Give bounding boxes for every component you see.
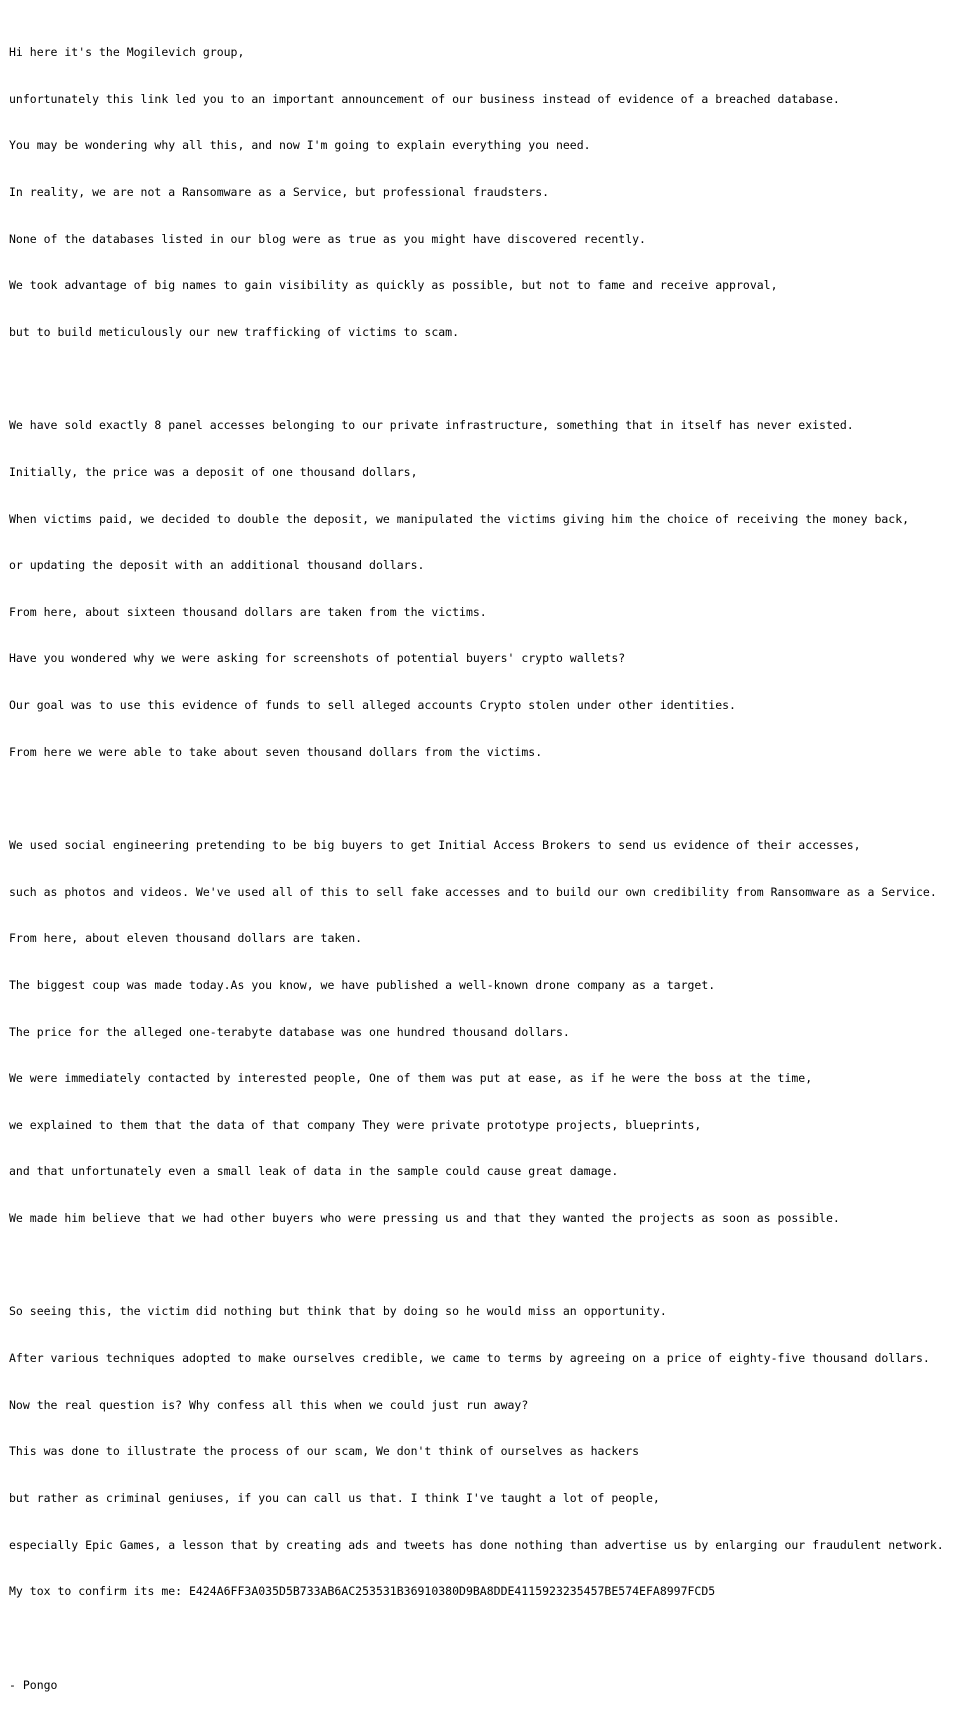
text-line-6: We took advantage of big names to gain visibility as quickly as possible, but not to fame and receive approval, <box>9 278 778 293</box>
tox-id-line: My tox to confirm its me: E424A6FF3A035D5B733AB6AC253531B36910380D9BA8DDE4115923235457BE574EFA8997FCD5 <box>9 1584 716 1599</box>
text-line-21: We were immediately contacted by interested people, One of them was put at ease, as if he were the boss at the time, <box>9 1071 813 1086</box>
text-line-11: or updating the deposit with an additional thousand dollars. <box>9 558 425 573</box>
text-line-10: When victims paid, we decided to double the deposit, we manipulated the victims giving him the choice of receiving the money back, <box>9 511 910 526</box>
text-line-22: we explained to them that the data of that company They were private prototype projects, blueprints, <box>9 1117 702 1132</box>
text-line-7: but to build meticulously our new trafficking of victims to scam. <box>9 324 460 339</box>
text-line-9: Initially, the price was a deposit of one thousand dollars, <box>9 464 418 479</box>
text-line-30: especially Epic Games, a lesson that by creating ads and tweets has done nothing than advertise us by enlarging our fraudulent network. <box>9 1537 944 1552</box>
text-line-17: such as photos and videos. We've used all of this to sell fake accesses and to build our own credibility from Ransomware as a Service. <box>9 884 937 899</box>
text-line-5: None of the databases listed in our blog were as true as you might have discovered recently. <box>9 231 646 246</box>
text-line-27: Now the real question is? Why confess all this when we could just run away? <box>9 1397 529 1412</box>
text-line-4: In reality, we are not a Ransomware as a Service, but professional fraudsters. <box>9 185 550 200</box>
blank-line-2 <box>9 791 944 807</box>
blank-line-4 <box>9 1631 944 1647</box>
text-line-25: So seeing this, the victim did nothing but think that by doing so he would miss an opportunity. <box>9 1304 667 1319</box>
text-line-13: Have you wondered why we were asking for screenshots of potential buyers' crypto wallets? <box>9 651 626 666</box>
text-line-20: The price for the alleged one-terabyte database was one hundred thousand dollars. <box>9 1024 570 1039</box>
text-line-1: Hi here it's the Mogilevich group, <box>9 45 245 60</box>
text-line-26: After various techniques adopted to make ourselves credible, we came to terms by agreeing on a price of eighty-five thousand dollars. <box>9 1351 930 1366</box>
text-line-18: From here, about eleven thousand dollars are taken. <box>9 931 363 946</box>
text-line-3: You may be wondering why all this, and now I'm going to explain everything you need. <box>9 138 591 153</box>
text-line-8: We have sold exactly 8 panel accesses belonging to our private infrastructure, something that in itself has never existed. <box>9 418 854 433</box>
text-line-24: We made him believe that we had other buyers who were pressing us and that they wanted the projects as soon as possible. <box>9 1211 840 1226</box>
text-line-15: From here we were able to take about seven thousand dollars from the victims. <box>9 744 543 759</box>
text-line-14: Our goal was to use this evidence of funds to sell alleged accounts Crypto stolen under other identities. <box>9 698 736 713</box>
signature-line: - Pongo <box>9 1677 58 1692</box>
text-line-19: The biggest coup was made today.As you know, we have published a well-known drone company as a target. <box>9 977 716 992</box>
text-line-29: but rather as criminal geniuses, if you can call us that. I think I've taught a lot of people, <box>9 1490 660 1505</box>
text-line-2: unfortunately this link led you to an important announcement of our business instead of evidence of a breached database. <box>9 91 840 106</box>
blank-line-1 <box>9 372 944 388</box>
text-line-23: and that unfortunately even a small leak of data in the sample could cause great damage. <box>9 1164 619 1179</box>
text-line-12: From here, about sixteen thousand dollars are taken from the victims. <box>9 604 487 619</box>
blank-line-3 <box>9 1258 944 1274</box>
text-line-28: This was done to illustrate the process of our scam, We don't think of ourselves as hackers <box>9 1444 640 1459</box>
document-text <box>9 14 944 1709</box>
text-line-16: We used social engineering pretending to be big buyers to get Initial Access Brokers to send us evidence of their accesses, <box>9 837 861 852</box>
